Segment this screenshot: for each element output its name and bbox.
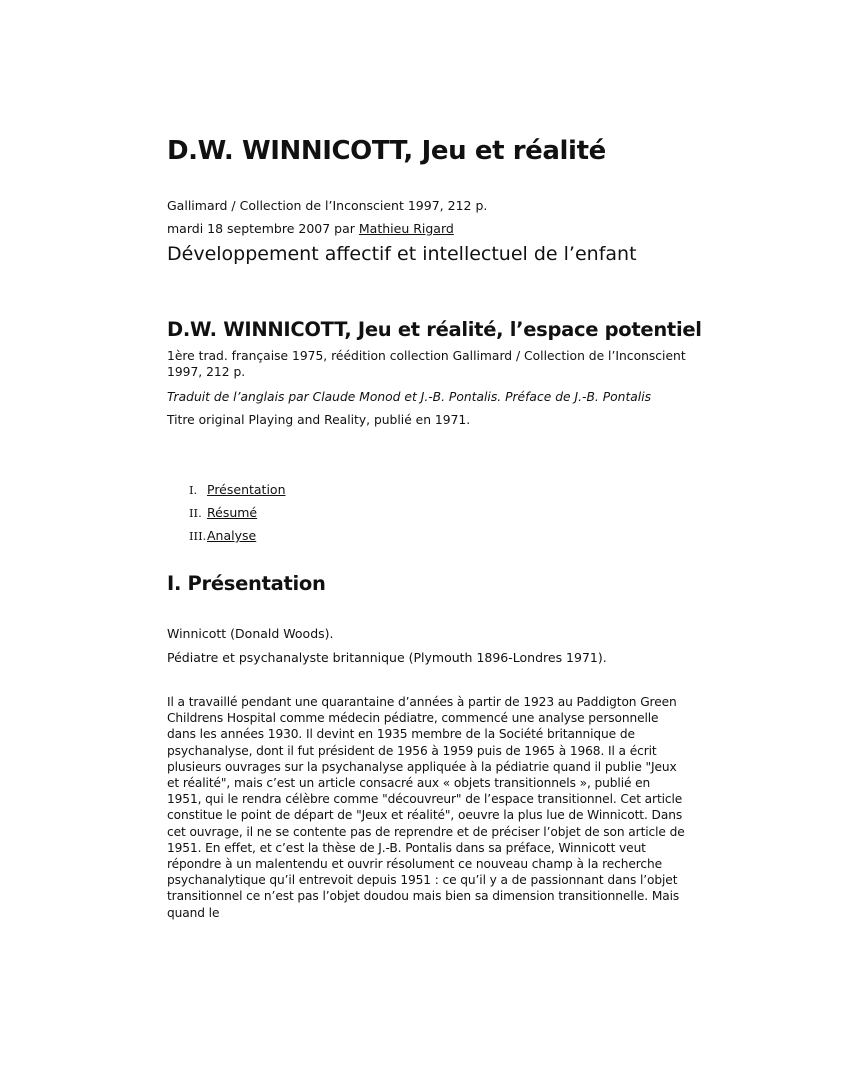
toc-item: [189, 524, 286, 547]
page-title: D.W. WINNICOTT, Jeu et réalité: [167, 136, 606, 166]
page-subtitle: Développement affectif et intellectuel de l’enfant: [167, 243, 637, 265]
book-heading: D.W. WINNICOTT, Jeu et réalité, l’espace potentiel: [167, 318, 702, 341]
table-of-contents: [189, 478, 286, 547]
original-title-info: Titre original Playing and Reality, publié en 1971.: [167, 413, 471, 427]
section-heading: I. Présentation: [167, 572, 326, 595]
translation-info: Traduit de l’anglais par Claude Monod et J.-B. Pontalis. Préface de J.-B. Pontalis: [167, 390, 652, 404]
author-name-line: Winnicott (Donald Woods).: [167, 626, 334, 641]
author-bio-line: Pédiatre et psychanalyste britannique (Plymouth 1896-Londres 1971).: [167, 650, 607, 665]
toc-link-presentation[interactable]: Présentation: [207, 482, 286, 497]
post-date-line: [167, 221, 454, 236]
toc-number: II.: [189, 506, 202, 520]
toc-link-analyse[interactable]: Analyse: [207, 528, 257, 543]
edition-info: 1ère trad. française 1975, réédition collection Gallimard / Collection de l’Inconscient 1997, 212 p.: [167, 349, 686, 379]
author-link[interactable]: Mathieu Rigard: [358, 221, 454, 236]
toc-number: III.: [189, 529, 207, 543]
toc-number: I.: [189, 483, 198, 497]
toc-item: [189, 501, 286, 524]
publication-info: Gallimard / Collection de l’Inconscient 1997, 212 p.: [167, 198, 488, 213]
body-paragraph: Il a travaillé pendant une quarantaine d’années à partir de 1923 au Paddigton Green Childrens Hospital comme médecin pédiatre, commencé une analyse personnelle dans les années 1930. Il devint en 1935 membre de la Société britannique de psychanalyse, dont il fut président de 1956 à 1959 puis de 1965 à 1968. Il a écrit plusieurs ouvrages sur la psychanalyse appliquée à la pédiatrie quand il publie "Jeux et réalité", mais c’est un article consacré aux « objets transitionnels », publié en 1951, qui le rendra célèbre comme "découvreur" de l’espace transitionnel. Cet article constitue le point de départ de "Jeux et réalité", oeuvre la plus lue de Winnicott. Dans cet ouvrage, il ne se contente pas de reprendre et de préciser l’objet de son article de 1951. En effet, et c’est la thèse de J.-B. Pontalis dans sa préface, Winnicott veut répondre à un malentendu et ouvrir résolument ce nouveau champ à la recherche psychanalytique qu’il entrevoit depuis 1951 : ce qu’il y a de passionnant dans l’objet transitionnel ce n’est pas l’objet doudou mais bien sa dimension transitionnelle. Mais quand le: [167, 695, 685, 920]
toc-link-resume[interactable]: Résumé: [207, 505, 258, 520]
toc-item: [189, 478, 286, 501]
post-date: mardi 18 septembre 2007 par: [167, 221, 359, 236]
